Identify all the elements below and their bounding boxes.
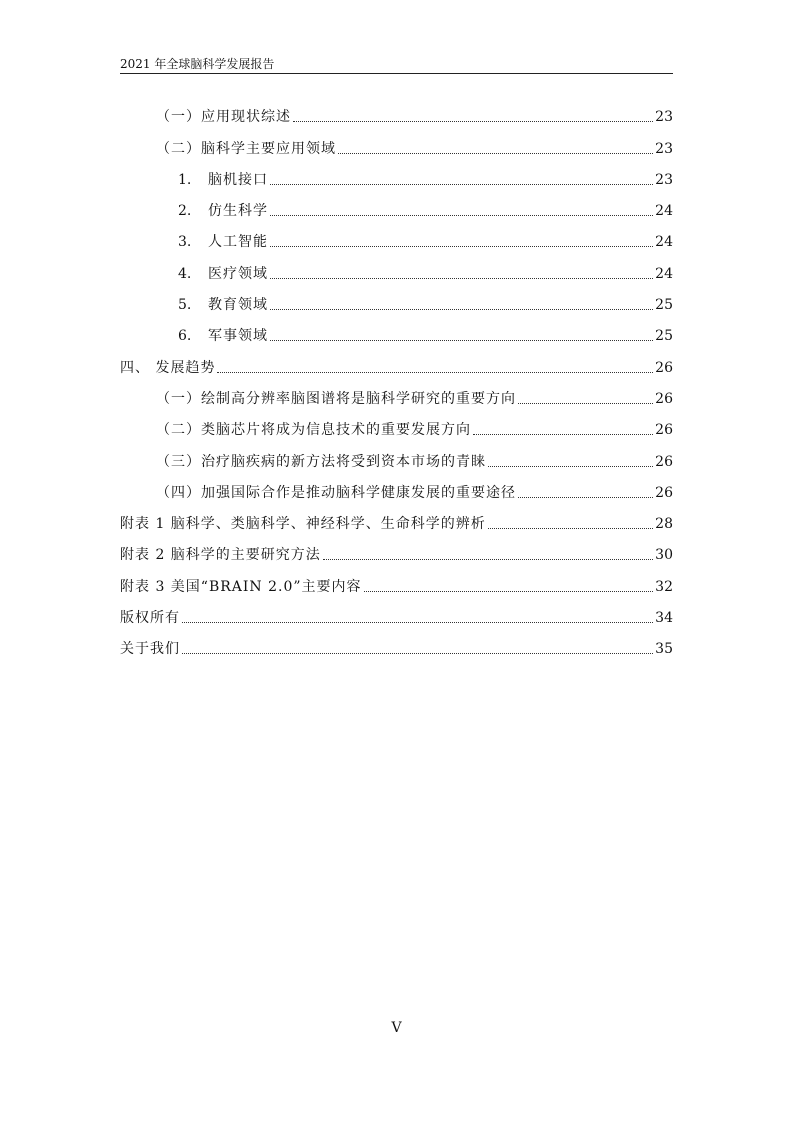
toc-leader-dots xyxy=(182,653,653,654)
toc-entry-page: 35 xyxy=(655,641,673,658)
toc-entry[interactable] xyxy=(120,189,673,220)
toc-entry-label: 教育领域 xyxy=(208,297,268,314)
toc-entry-page: 26 xyxy=(655,390,673,407)
table-of-contents xyxy=(120,95,673,658)
toc-entry[interactable] xyxy=(120,533,673,564)
toc-entry-page: 26 xyxy=(655,484,673,501)
toc-entry[interactable] xyxy=(120,158,673,189)
toc-entry[interactable] xyxy=(120,283,673,314)
toc-entry-label: 脑机接口 xyxy=(208,171,268,188)
toc-entry[interactable] xyxy=(120,345,673,376)
toc-leader-dots xyxy=(217,372,653,373)
toc-entry-page: 23 xyxy=(655,140,673,157)
toc-leader-dots xyxy=(293,121,653,122)
toc-leader-dots xyxy=(518,497,653,498)
toc-entry-label: （二）类脑芯片将成为信息技术的重要发展方向 xyxy=(156,422,471,439)
toc-entry[interactable] xyxy=(120,251,673,282)
toc-entry[interactable] xyxy=(120,627,673,658)
running-header: 2021 年全球脑科学发展报告 xyxy=(120,57,275,71)
toc-entry-page: 24 xyxy=(655,265,673,282)
toc-entry-page: 26 xyxy=(655,453,673,470)
toc-entry[interactable] xyxy=(120,95,673,126)
toc-entry-label: 版权所有 xyxy=(120,610,180,627)
toc-entry-page: 26 xyxy=(655,422,673,439)
toc-entry-label: （二）脑科学主要应用领域 xyxy=(156,140,336,157)
toc-entry[interactable] xyxy=(120,596,673,627)
toc-entry[interactable] xyxy=(120,220,673,251)
toc-leader-dots xyxy=(364,591,653,592)
toc-entry-label: 附表 3 美国“BRAIN 2.0”主要内容 xyxy=(120,578,362,595)
toc-entry[interactable] xyxy=(120,564,673,595)
toc-entry-label: （三）治疗脑疾病的新方法将受到资本市场的青睐 xyxy=(156,453,486,470)
toc-entry-page: 23 xyxy=(655,109,673,126)
toc-entry[interactable] xyxy=(120,377,673,408)
toc-entry-label: 人工智能 xyxy=(208,234,268,251)
toc-entry-marker: 2. xyxy=(178,203,192,220)
toc-entry-label: 附表 1 脑科学、类脑科学、神经科学、生命科学的辨析 xyxy=(120,516,486,533)
toc-leader-dots xyxy=(488,528,653,529)
toc-leader-dots xyxy=(488,466,653,467)
toc-entry-label: 四、 发展趋势 xyxy=(120,359,216,376)
toc-entry-label: （一）应用现状综述 xyxy=(156,109,291,126)
toc-entry-page: 30 xyxy=(655,547,673,564)
toc-entry-marker: 1. xyxy=(178,171,192,188)
toc-entry-page: 34 xyxy=(655,610,673,627)
toc-leader-dots xyxy=(270,246,653,247)
toc-entry-marker: 4. xyxy=(178,265,192,282)
toc-leader-dots xyxy=(270,309,653,310)
toc-leader-dots xyxy=(270,215,653,216)
toc-leader-dots xyxy=(182,622,653,623)
toc-entry-page: 24 xyxy=(655,234,673,251)
toc-leader-dots xyxy=(270,278,653,279)
toc-entry-label: 附表 2 脑科学的主要研究方法 xyxy=(120,547,321,564)
toc-leader-dots xyxy=(323,559,653,560)
toc-entry-page: 25 xyxy=(655,297,673,314)
toc-entry-marker: 5. xyxy=(178,297,192,314)
toc-entry[interactable] xyxy=(120,408,673,439)
toc-leader-dots xyxy=(473,434,653,435)
toc-entry-label: 医疗领域 xyxy=(208,265,268,282)
toc-leader-dots xyxy=(270,340,653,341)
toc-entry-page: 23 xyxy=(655,171,673,188)
toc-entry-label: 仿生科学 xyxy=(208,203,268,220)
page-number: V xyxy=(391,1020,402,1036)
toc-entry-marker: 6. xyxy=(178,328,192,345)
toc-entry-page: 32 xyxy=(655,578,673,595)
toc-entry[interactable] xyxy=(120,471,673,502)
toc-entry-marker: 3. xyxy=(178,234,192,251)
toc-leader-dots xyxy=(338,153,653,154)
toc-entry[interactable] xyxy=(120,314,673,345)
toc-entry-label: 军事领域 xyxy=(208,328,268,345)
toc-entry-label: （一）绘制高分辨率脑图谱将是脑科学研究的重要方向 xyxy=(156,390,516,407)
toc-entry[interactable] xyxy=(120,439,673,470)
toc-entry-page: 26 xyxy=(655,359,673,376)
toc-entry-label: （四）加强国际合作是推动脑科学健康发展的重要途径 xyxy=(156,484,516,501)
toc-leader-dots xyxy=(518,403,653,404)
toc-entry[interactable] xyxy=(120,126,673,157)
toc-entry-label: 关于我们 xyxy=(120,641,180,658)
header-rule xyxy=(120,73,673,74)
toc-entry[interactable] xyxy=(120,502,673,533)
toc-entry-page: 24 xyxy=(655,203,673,220)
toc-leader-dots xyxy=(270,184,653,185)
toc-entry-page: 28 xyxy=(655,516,673,533)
toc-entry-page: 25 xyxy=(655,328,673,345)
